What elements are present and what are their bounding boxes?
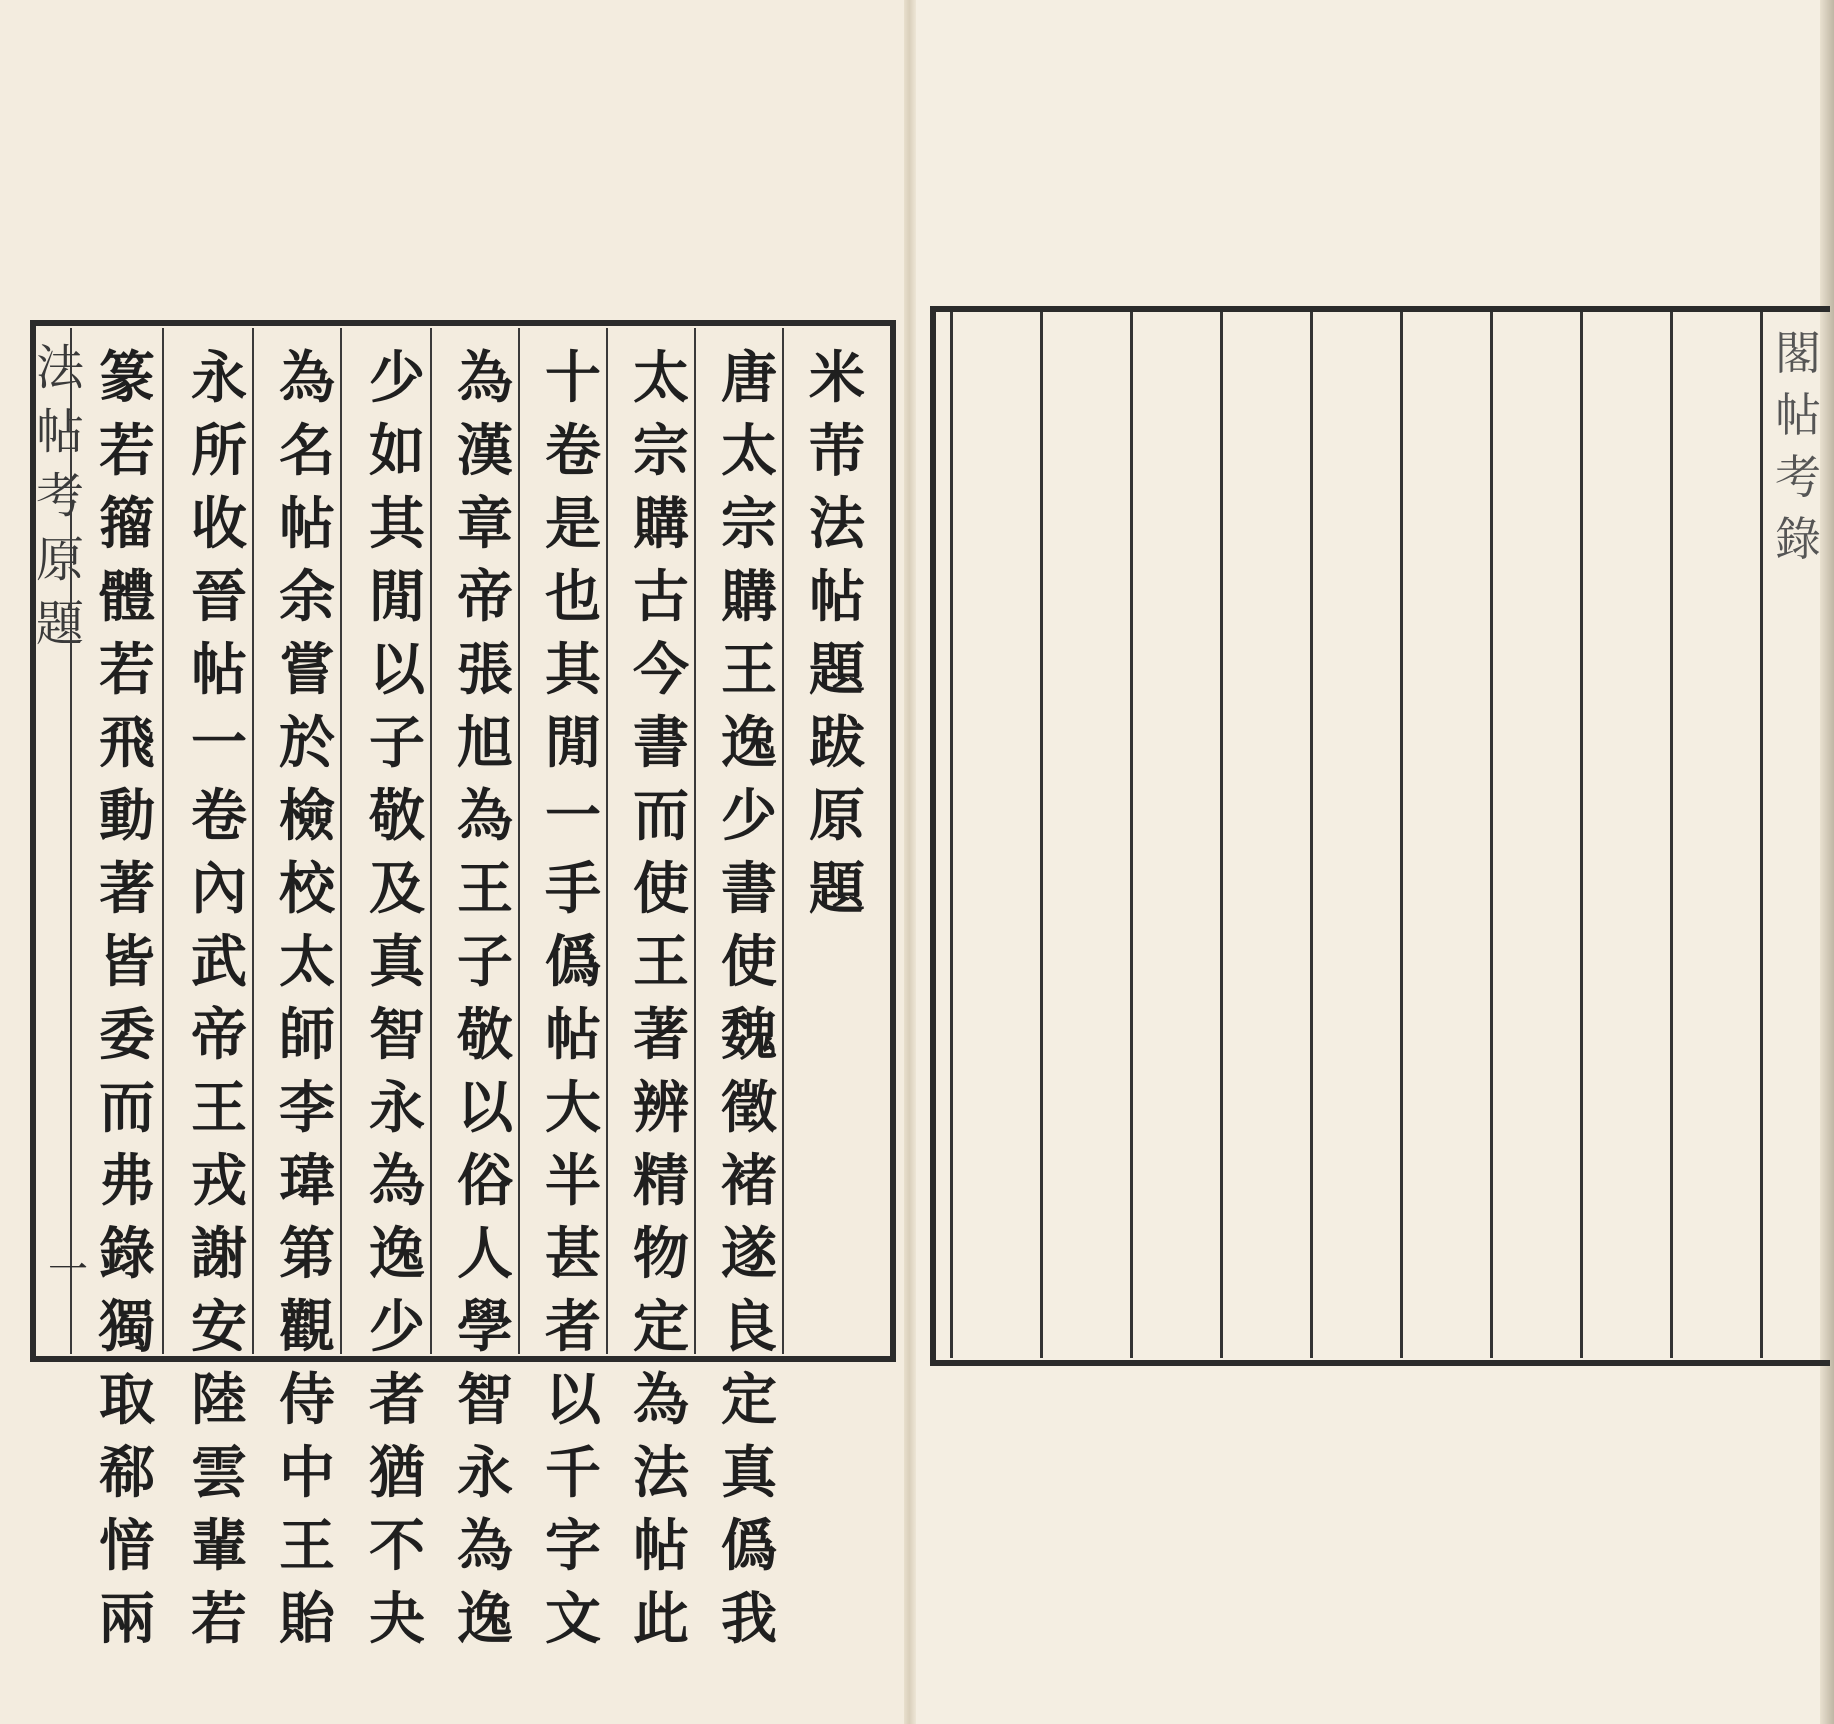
glyph: 閒 <box>369 564 425 630</box>
title-column <box>802 342 872 926</box>
text-column-5 <box>362 342 432 1656</box>
glyph: 徵 <box>721 1075 777 1141</box>
center-strip-left <box>30 336 90 1346</box>
glyph: 第 <box>279 1221 335 1287</box>
glyph: 魏 <box>721 1002 777 1068</box>
glyph: 瑋 <box>279 1148 335 1214</box>
column-rule <box>162 328 164 1354</box>
glyph: 侍 <box>279 1367 335 1433</box>
glyph: 定 <box>633 1294 689 1360</box>
glyph: 智 <box>457 1367 513 1433</box>
glyph: 校 <box>279 856 335 922</box>
text-column-4 <box>450 342 520 1656</box>
glyph: 以 <box>369 637 425 703</box>
glyph: 考 <box>1775 450 1821 504</box>
column-rule <box>1490 312 1493 1358</box>
glyph: 帖 <box>191 637 247 703</box>
glyph: 我 <box>721 1586 777 1652</box>
glyph: 著 <box>633 1002 689 1068</box>
glyph: 安 <box>191 1294 247 1360</box>
folio-number: 一 <box>48 1247 88 1293</box>
glyph: 皆 <box>99 929 155 995</box>
glyph: 使 <box>721 929 777 995</box>
glyph: 委 <box>99 1002 155 1068</box>
glyph: 及 <box>369 856 425 922</box>
glyph: 千 <box>545 1440 601 1506</box>
glyph: 跋 <box>809 710 865 776</box>
glyph: 者 <box>545 1294 601 1360</box>
glyph: 旭 <box>457 710 513 776</box>
glyph: 人 <box>457 1221 513 1287</box>
glyph: 逸 <box>369 1221 425 1287</box>
glyph: 題 <box>35 596 84 652</box>
glyph: 王 <box>191 1075 247 1141</box>
glyph: 使 <box>633 856 689 922</box>
glyph: 少 <box>369 1294 425 1360</box>
glyph: 取 <box>99 1367 155 1433</box>
glyph: 所 <box>191 418 247 484</box>
text-column-8 <box>92 342 162 1656</box>
glyph: 若 <box>191 1586 247 1652</box>
glyph: 書 <box>633 710 689 776</box>
glyph: 武 <box>191 929 247 995</box>
right-text-frame <box>930 306 1830 1366</box>
glyph: 弗 <box>99 1148 155 1214</box>
glyph: 漢 <box>457 418 513 484</box>
glyph: 今 <box>633 637 689 703</box>
glyph: 米 <box>809 345 865 411</box>
glyph: 字 <box>545 1513 601 1579</box>
glyph: 檢 <box>279 783 335 849</box>
glyph: 李 <box>279 1075 335 1141</box>
glyph: 永 <box>369 1075 425 1141</box>
glyph: 而 <box>99 1075 155 1141</box>
glyph: 章 <box>457 491 513 557</box>
glyph: 王 <box>721 637 777 703</box>
glyph: 籀 <box>99 491 155 557</box>
glyph: 其 <box>545 637 601 703</box>
text-column-3 <box>538 342 608 1656</box>
glyph: 而 <box>633 783 689 849</box>
glyph: 觀 <box>279 1294 335 1360</box>
glyph: 辨 <box>633 1075 689 1141</box>
glyph: 宗 <box>633 418 689 484</box>
text-column-2 <box>626 342 696 1656</box>
glyph: 太 <box>721 418 777 484</box>
glyph: 智 <box>369 1002 425 1068</box>
glyph: 考 <box>35 468 84 524</box>
glyph: 僞 <box>721 1513 777 1579</box>
glyph: 遂 <box>721 1221 777 1287</box>
glyph: 俗 <box>457 1148 513 1214</box>
glyph: 夬 <box>369 1586 425 1652</box>
glyph: 王 <box>633 929 689 995</box>
glyph: 甚 <box>545 1221 601 1287</box>
glyph: 書 <box>721 856 777 922</box>
glyph: 十 <box>545 345 601 411</box>
glyph: 飛 <box>99 710 155 776</box>
glyph: 原 <box>809 783 865 849</box>
column-rule <box>950 312 953 1358</box>
glyph: 其 <box>369 491 425 557</box>
glyph: 此 <box>633 1586 689 1652</box>
glyph: 敬 <box>457 1002 513 1068</box>
glyph: 太 <box>279 929 335 995</box>
glyph: 真 <box>369 929 425 995</box>
column-rule <box>1580 312 1583 1358</box>
glyph: 為 <box>369 1148 425 1214</box>
glyph: 逸 <box>721 710 777 776</box>
glyph: 嘗 <box>279 637 335 703</box>
glyph: 陸 <box>191 1367 247 1433</box>
column-rule <box>1400 312 1403 1358</box>
glyph: 法 <box>633 1440 689 1506</box>
glyph: 者 <box>369 1367 425 1433</box>
glyph: 為 <box>457 345 513 411</box>
glyph: 不 <box>369 1513 425 1579</box>
glyph: 卷 <box>191 783 247 849</box>
glyph: 為 <box>457 783 513 849</box>
column-rule <box>1670 312 1673 1358</box>
glyph: 帖 <box>35 404 84 460</box>
glyph: 為 <box>457 1513 513 1579</box>
book-gutter <box>904 0 916 1724</box>
glyph: 少 <box>721 783 777 849</box>
glyph: 郗 <box>99 1440 155 1506</box>
glyph: 購 <box>721 564 777 630</box>
glyph: 著 <box>99 856 155 922</box>
glyph: 體 <box>99 564 155 630</box>
glyph: 大 <box>545 1075 601 1141</box>
glyph: 若 <box>99 637 155 703</box>
glyph: 錄 <box>99 1221 155 1287</box>
glyph: 褚 <box>721 1148 777 1214</box>
glyph: 動 <box>99 783 155 849</box>
glyph: 手 <box>545 856 601 922</box>
column-rule <box>1130 312 1133 1358</box>
glyph: 題 <box>809 637 865 703</box>
glyph: 真 <box>721 1440 777 1506</box>
glyph: 帖 <box>633 1513 689 1579</box>
glyph: 閒 <box>545 710 601 776</box>
glyph: 為 <box>633 1367 689 1433</box>
glyph: 中 <box>279 1440 335 1506</box>
glyph: 帝 <box>191 1002 247 1068</box>
glyph: 名 <box>279 418 335 484</box>
glyph: 愔 <box>99 1513 155 1579</box>
glyph: 篆 <box>99 345 155 411</box>
glyph: 少 <box>369 345 425 411</box>
glyph: 古 <box>633 564 689 630</box>
glyph: 為 <box>279 345 335 411</box>
glyph: 學 <box>457 1294 513 1360</box>
glyph: 帝 <box>457 564 513 630</box>
glyph: 師 <box>279 1002 335 1068</box>
glyph: 王 <box>457 856 513 922</box>
glyph: 僞 <box>545 929 601 995</box>
glyph: 一 <box>545 783 601 849</box>
text-column-1 <box>714 342 784 1656</box>
glyph: 良 <box>721 1294 777 1360</box>
glyph: 帖 <box>279 491 335 557</box>
glyph: 錄 <box>1775 512 1821 566</box>
glyph: 兩 <box>99 1586 155 1652</box>
glyph: 原 <box>35 532 84 588</box>
glyph: 閣 <box>1775 326 1821 380</box>
glyph: 敬 <box>369 783 425 849</box>
text-column-6 <box>272 342 342 1656</box>
glyph: 宗 <box>721 491 777 557</box>
column-rule <box>1310 312 1313 1358</box>
glyph: 逸 <box>457 1586 513 1652</box>
glyph: 是 <box>545 491 601 557</box>
glyph: 購 <box>633 491 689 557</box>
glyph: 法 <box>35 340 84 396</box>
glyph: 張 <box>457 637 513 703</box>
glyph: 謝 <box>191 1221 247 1287</box>
glyph: 永 <box>191 345 247 411</box>
column-rule <box>1760 312 1763 1358</box>
column-rule <box>1220 312 1223 1358</box>
glyph: 帖 <box>809 564 865 630</box>
glyph: 以 <box>457 1075 513 1141</box>
glyph: 題 <box>809 856 865 922</box>
glyph: 貽 <box>279 1586 335 1652</box>
glyph: 內 <box>191 856 247 922</box>
glyph: 晉 <box>191 564 247 630</box>
glyph: 於 <box>279 710 335 776</box>
glyph: 以 <box>545 1367 601 1433</box>
glyph: 王 <box>279 1513 335 1579</box>
text-column-7 <box>184 342 254 1656</box>
glyph: 若 <box>99 418 155 484</box>
glyph: 定 <box>721 1367 777 1433</box>
glyph: 雲 <box>191 1440 247 1506</box>
glyph: 獨 <box>99 1294 155 1360</box>
glyph: 半 <box>545 1148 601 1214</box>
glyph: 帖 <box>545 1002 601 1068</box>
glyph: 精 <box>633 1148 689 1214</box>
glyph: 收 <box>191 491 247 557</box>
glyph: 物 <box>633 1221 689 1287</box>
glyph: 余 <box>279 564 335 630</box>
glyph: 唐 <box>721 345 777 411</box>
glyph: 永 <box>457 1440 513 1506</box>
center-strip-right <box>1768 322 1828 570</box>
glyph: 猶 <box>369 1440 425 1506</box>
glyph: 卷 <box>545 418 601 484</box>
glyph: 輩 <box>191 1513 247 1579</box>
left-text-block <box>30 328 896 1652</box>
glyph: 戎 <box>191 1148 247 1214</box>
glyph: 法 <box>809 491 865 557</box>
glyph: 子 <box>369 710 425 776</box>
glyph: 如 <box>369 418 425 484</box>
column-rule <box>1040 312 1043 1358</box>
glyph: 子 <box>457 929 513 995</box>
glyph: 也 <box>545 564 601 630</box>
glyph: 太 <box>633 345 689 411</box>
glyph: 文 <box>545 1586 601 1652</box>
glyph: 帖 <box>1775 388 1821 442</box>
glyph: 芾 <box>809 418 865 484</box>
glyph: 一 <box>191 710 247 776</box>
